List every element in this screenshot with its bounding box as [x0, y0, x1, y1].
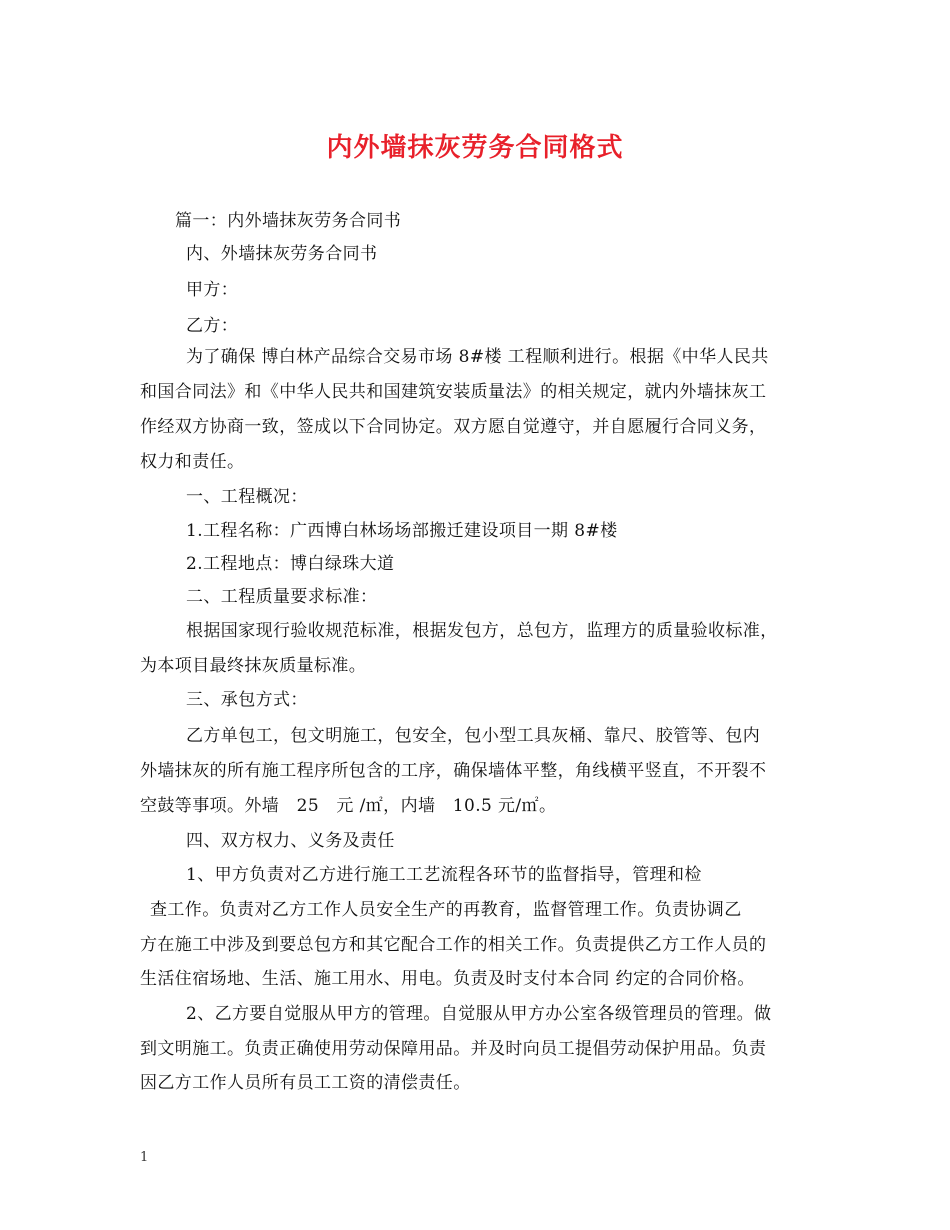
- paragraph-line: 为本项目最终抹灰质量标准。: [140, 656, 367, 676]
- party-a-label: 甲方：: [186, 280, 239, 300]
- paragraph-line: 查工作。负责对乙方工作人员安全生产的再教育，监督管理工作。负责协调乙: [150, 900, 742, 920]
- paragraph-line: 外墙抹灰的所有施工程序所包含的工序，确保墙体平整，角线横平竖直，不开裂不: [140, 761, 767, 781]
- section-heading: 三、承包方式：: [186, 690, 308, 710]
- paragraph-line: 因乙方工作人员所有员工工资的清偿责任。: [140, 1073, 471, 1093]
- paragraph-line: 和国合同法》和《中华人民共和国建筑安装质量法》的相关规定，就内外墙抹灰工: [140, 382, 767, 402]
- paragraph-line: 空鼓等事项。外墙 25 元 /㎡，内墙 10.5 元/㎡。: [140, 796, 557, 816]
- section-heading: 四、双方权力、义务及责任: [186, 831, 395, 851]
- paragraph-line: 乙方单包工，包文明施工，包安全，包小型工具灰桶、靠尺、胶管等、包内: [186, 726, 761, 746]
- document-title: 内外墙抹灰劳务合同格式: [326, 133, 624, 163]
- party-b-label: 乙方：: [186, 316, 239, 336]
- paragraph-line: 为了确保 博白林产品综合交易市场 8#楼 工程顺利进行。根据《中华人民共: [186, 347, 769, 367]
- paragraph-line: 作经双方协商一致，签成以下合同协定。双方愿自觉遵守，并自愿履行合同义务，: [140, 417, 767, 437]
- paragraph-line: 权力和责任。: [140, 452, 245, 472]
- section-heading: 篇一：内外墙抹灰劳务合同书: [175, 211, 402, 231]
- paragraph-line: 生活住宿场地、生活、施工用水、用电。负责及时支付本合同 约定的合同价格。: [140, 969, 755, 989]
- paragraph-line: 2、乙方要自觉服从甲方的管理。自觉服从甲方办公室各级管理员的管理。做: [186, 1004, 772, 1024]
- section-heading: 二、工程质量要求标准：: [186, 587, 378, 607]
- paragraph-line: 1.工程名称：广西博白林场场部搬迁建设项目一期 8#楼: [186, 521, 618, 541]
- paragraph-line: 2.工程地点：博白绿珠大道: [186, 554, 395, 574]
- paragraph-line: 方在施工中涉及到要总包方和其它配合工作的相关工作。负责提供乙方工作人员的: [140, 935, 767, 955]
- paragraph-line: 到文明施工。负责正确使用劳动保障用品。并及时向员工提倡劳动保护用品。负责: [140, 1039, 767, 1059]
- contract-subtitle: 内、外墙抹灰劳务合同书: [186, 244, 378, 264]
- paragraph-line: 根据国家现行验收规范标准，根据发包方，总包方，监理方的质量验收标准，: [186, 621, 778, 641]
- section-heading: 一、工程概况：: [186, 487, 308, 507]
- page-number: 1: [140, 1150, 149, 1165]
- paragraph-line: 1、甲方负责对乙方进行施工工艺流程各环节的监督指导，管理和检: [186, 865, 702, 885]
